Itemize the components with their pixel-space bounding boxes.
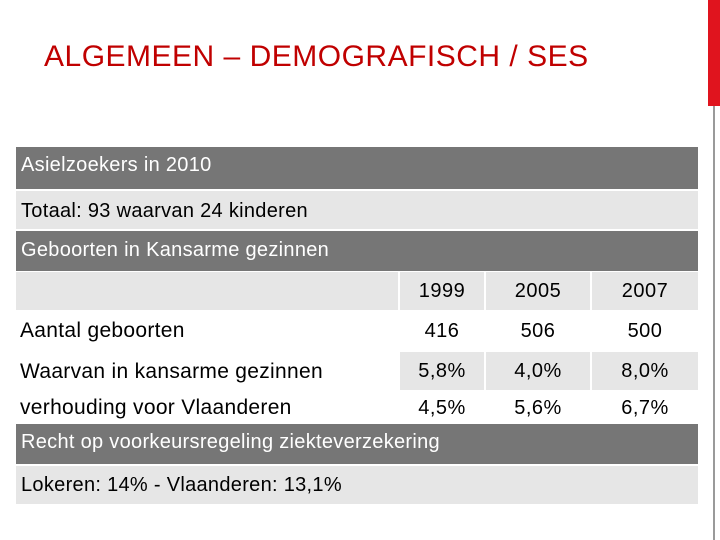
- voorkeur-header: Recht op voorkeursregeling ziekteverzekering: [21, 431, 440, 453]
- voorkeur-header-row: [16, 424, 698, 464]
- aantal-1999: 416: [424, 319, 460, 342]
- accent-bar: [708, 0, 720, 106]
- kansarm-2007: 8,0%: [592, 352, 698, 390]
- year-2007: 2007: [592, 272, 698, 310]
- year-header-blank: [16, 272, 398, 310]
- page-title: ALGEMEEN – DEMOGRAFISCH / SES: [44, 40, 589, 73]
- geboorten-header: Geboorten in Kansarme gezinnen: [21, 239, 330, 261]
- vlaanderen-1999: 4,5%: [418, 396, 466, 419]
- row-vlaanderen-label: verhouding voor Vlaanderen: [20, 396, 292, 419]
- asiel-header-row: [16, 147, 698, 189]
- year-2005: 2005: [486, 272, 590, 310]
- year-1999: 1999: [400, 272, 484, 310]
- asiel-total: Totaal: 93 waarvan 24 kinderen: [21, 200, 308, 222]
- vlaanderen-2007: 6,7%: [621, 396, 669, 419]
- row-aantal-label: Aantal geboorten: [20, 319, 185, 342]
- geboorten-header-row: [16, 231, 698, 271]
- accent-rule: [713, 106, 715, 540]
- kansarm-2005: 4,0%: [486, 352, 590, 390]
- asiel-total-row: [16, 191, 698, 229]
- voorkeur-text-row: [16, 466, 698, 504]
- row-kansarm-label: Waarvan in kansarme gezinnen: [20, 360, 323, 383]
- voorkeur-text: Lokeren: 14% - Vlaanderen: 13,1%: [21, 474, 342, 496]
- vlaanderen-2005: 5,6%: [514, 396, 562, 419]
- aantal-2005: 506: [520, 319, 556, 342]
- asiel-header: Asielzoekers in 2010: [21, 154, 212, 176]
- aantal-2007: 500: [627, 319, 663, 342]
- kansarm-1999: 5,8%: [400, 352, 484, 390]
